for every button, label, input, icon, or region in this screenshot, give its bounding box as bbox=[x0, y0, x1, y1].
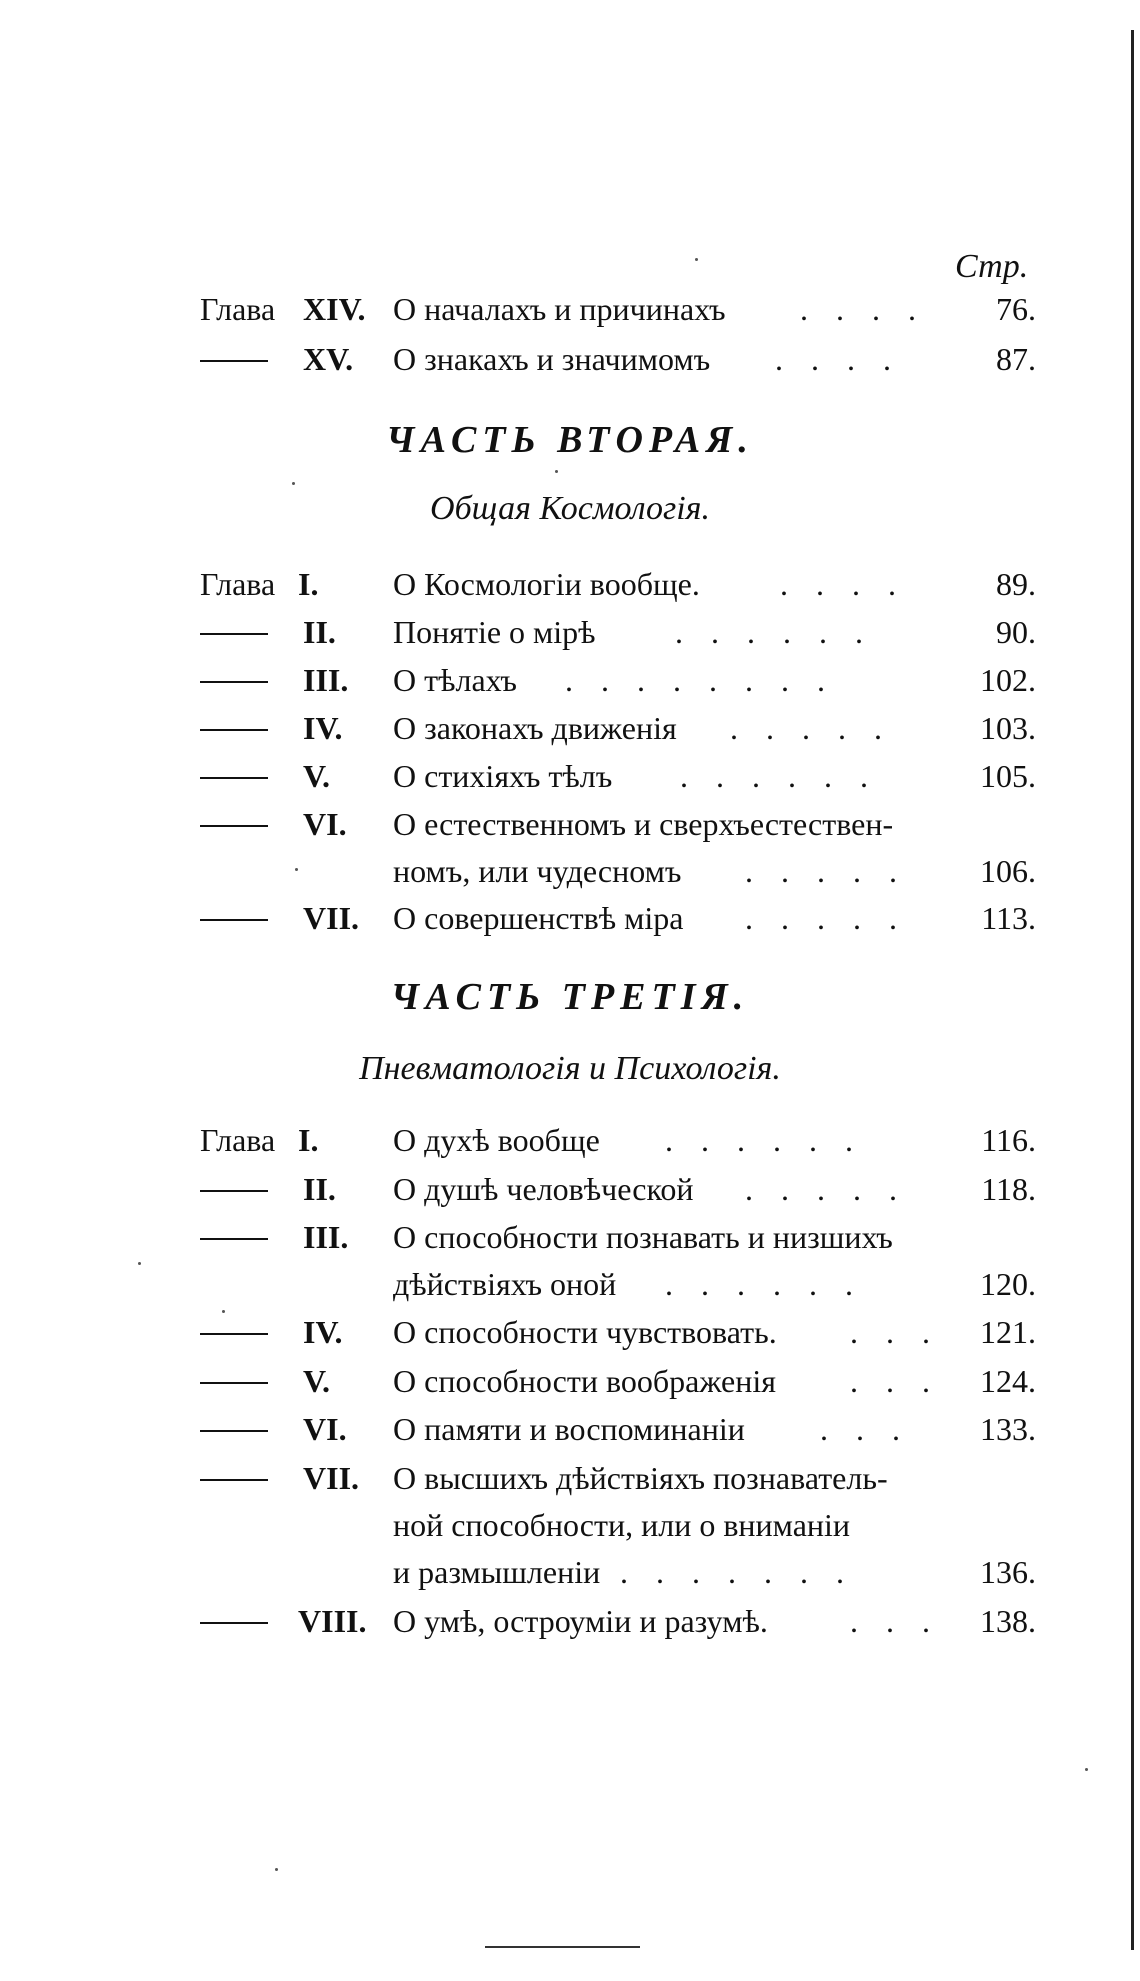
chapter-title-continued: ной способности, или о вниманіи bbox=[393, 1507, 851, 1543]
page-number: 116. bbox=[981, 1122, 1036, 1158]
toc-entry bbox=[200, 1218, 1036, 1308]
ditto-dash bbox=[200, 1602, 268, 1640]
page-number: 121. bbox=[980, 1314, 1036, 1350]
chapter-word: Глава bbox=[200, 566, 276, 602]
ditto-dash bbox=[200, 757, 268, 795]
leader-dots: . . . . . . bbox=[675, 614, 873, 650]
chapter-number: VI. bbox=[303, 806, 347, 842]
page-number: 113. bbox=[981, 900, 1036, 936]
ink-speck bbox=[138, 1262, 141, 1265]
chapter-title: О высшихъ дѣйствіяхъ познаватель- bbox=[393, 1460, 888, 1496]
part-title: ЧАСТЬ ВТОРАЯ. bbox=[386, 419, 754, 461]
page-number: 118. bbox=[981, 1171, 1036, 1207]
chapter-title: О знакахъ и значимомъ bbox=[393, 341, 711, 377]
chapter-title-continued: номъ, или чудесномъ bbox=[393, 853, 682, 889]
leader-dots: . . . bbox=[850, 1314, 940, 1350]
chapter-number: III. bbox=[303, 1219, 349, 1255]
leader-dots: . . . bbox=[850, 1603, 940, 1639]
page-number: 120. bbox=[980, 1266, 1036, 1302]
chapter-title: О памяти и воспоминаніи bbox=[393, 1411, 745, 1447]
ditto-dash bbox=[200, 340, 268, 378]
chapter-number: IV. bbox=[303, 1314, 343, 1350]
page-number: 105. bbox=[980, 758, 1036, 794]
leader-dots: . . . bbox=[850, 1363, 940, 1399]
page-number: 76. bbox=[996, 291, 1036, 327]
page-number: 89. bbox=[996, 566, 1036, 602]
chapter-title: О началахъ и причинахъ bbox=[393, 291, 726, 327]
leader-dots: . . . . . bbox=[745, 1171, 907, 1207]
ditto-dash bbox=[200, 661, 268, 699]
part-subtitle: Пневматологія и Психологія. bbox=[359, 1050, 781, 1087]
leader-dots: . . . . bbox=[775, 341, 901, 377]
chapter-title: О совершенствѣ міра bbox=[393, 900, 684, 936]
chapter-title: О способности воображенія bbox=[393, 1363, 776, 1399]
chapter-number: III. bbox=[303, 662, 349, 698]
leader-dots: . . . . . . . bbox=[620, 1554, 854, 1590]
chapter-number: V. bbox=[303, 758, 330, 794]
page-number: 87. bbox=[996, 341, 1036, 377]
chapter-number: V. bbox=[303, 1363, 330, 1399]
page-column-label: Стр. bbox=[955, 248, 1029, 285]
leader-dots: . . . . . bbox=[745, 900, 907, 936]
chapter-title-continued: и размышленіи bbox=[393, 1554, 601, 1590]
leader-dots: . . . bbox=[820, 1411, 910, 1447]
ditto-dash bbox=[200, 1218, 268, 1256]
leader-dots: . . . . . . bbox=[680, 758, 878, 794]
ditto-dash bbox=[200, 709, 268, 747]
chapter-number: XV. bbox=[303, 341, 354, 377]
page-number: 124. bbox=[980, 1363, 1036, 1399]
page-number: 136. bbox=[980, 1554, 1036, 1590]
chapter-title: О способности чувствовать. bbox=[393, 1314, 777, 1350]
ink-speck bbox=[222, 1310, 225, 1313]
page-number: 138. bbox=[980, 1603, 1036, 1639]
page-number: 102. bbox=[980, 662, 1036, 698]
chapter-title: О Космологіи вообще. bbox=[393, 566, 700, 602]
chapter-title: О душѣ человѣческой bbox=[393, 1171, 694, 1207]
chapter-number: II. bbox=[303, 614, 336, 650]
ink-speck bbox=[295, 868, 298, 871]
ditto-dash bbox=[200, 1170, 268, 1208]
part-subtitle: Общая Космологія. bbox=[430, 490, 710, 527]
chapter-title: О умѣ, остроуміи и разумѣ. bbox=[393, 1603, 768, 1639]
ditto-dash bbox=[200, 899, 268, 937]
chapter-number: IV. bbox=[303, 710, 343, 746]
bottom-rule bbox=[485, 1946, 640, 1948]
chapter-title-continued: дѣйствіяхъ оной bbox=[393, 1266, 617, 1302]
chapter-number: VIII. bbox=[298, 1603, 367, 1639]
chapter-number: I. bbox=[298, 566, 319, 602]
ink-speck bbox=[292, 482, 295, 485]
chapter-number: I. bbox=[298, 1122, 319, 1158]
chapter-number: VI. bbox=[303, 1411, 347, 1447]
ditto-dash bbox=[200, 1313, 268, 1351]
chapter-word: Глава bbox=[200, 1122, 276, 1158]
chapter-number: VII. bbox=[303, 1460, 360, 1496]
leader-dots: . . . . bbox=[780, 566, 906, 602]
chapter-title: О способности познавать и низшихъ bbox=[393, 1219, 893, 1255]
chapter-title: О стихіяхъ тѣлъ bbox=[393, 758, 613, 794]
toc-entry bbox=[200, 1459, 1036, 1599]
page-number: 90. bbox=[996, 614, 1036, 650]
chapter-title: О законахъ движенія bbox=[393, 710, 677, 746]
ditto-dash bbox=[200, 613, 268, 651]
ink-speck bbox=[555, 470, 558, 473]
chapter-number: VII. bbox=[303, 900, 360, 936]
page-number: 103. bbox=[980, 710, 1036, 746]
ink-speck bbox=[695, 258, 698, 261]
leader-dots: . . . . . . bbox=[665, 1122, 863, 1158]
leader-dots: . . . . bbox=[800, 291, 926, 327]
chapter-title: О тѣлахъ bbox=[393, 662, 517, 698]
leader-dots: . . . . . bbox=[745, 853, 907, 889]
ditto-dash bbox=[200, 805, 268, 843]
ditto-dash bbox=[200, 1362, 268, 1400]
page-number: 133. bbox=[980, 1411, 1036, 1447]
chapter-word: Глава bbox=[200, 291, 276, 327]
leader-dots: . . . . . . . . bbox=[565, 662, 835, 698]
chapter-title: О духѣ вообще bbox=[393, 1122, 600, 1158]
ink-speck bbox=[1085, 1768, 1088, 1771]
chapter-title: Понятіе о мірѣ bbox=[393, 614, 596, 650]
page-number: 106. bbox=[980, 853, 1036, 889]
chapter-title: О естественномъ и сверхъестествен- bbox=[393, 806, 894, 842]
part-title: ЧАСТЬ ТРЕТІЯ. bbox=[390, 976, 750, 1018]
ditto-dash bbox=[200, 1459, 268, 1497]
leader-dots: . . . . . . bbox=[665, 1266, 863, 1302]
leader-dots: . . . . . bbox=[730, 710, 892, 746]
ink-speck bbox=[275, 1868, 278, 1871]
chapter-number: XIV. bbox=[303, 291, 366, 327]
toc-entry bbox=[200, 805, 1036, 895]
ditto-dash bbox=[200, 1410, 268, 1448]
chapter-number: II. bbox=[303, 1171, 336, 1207]
